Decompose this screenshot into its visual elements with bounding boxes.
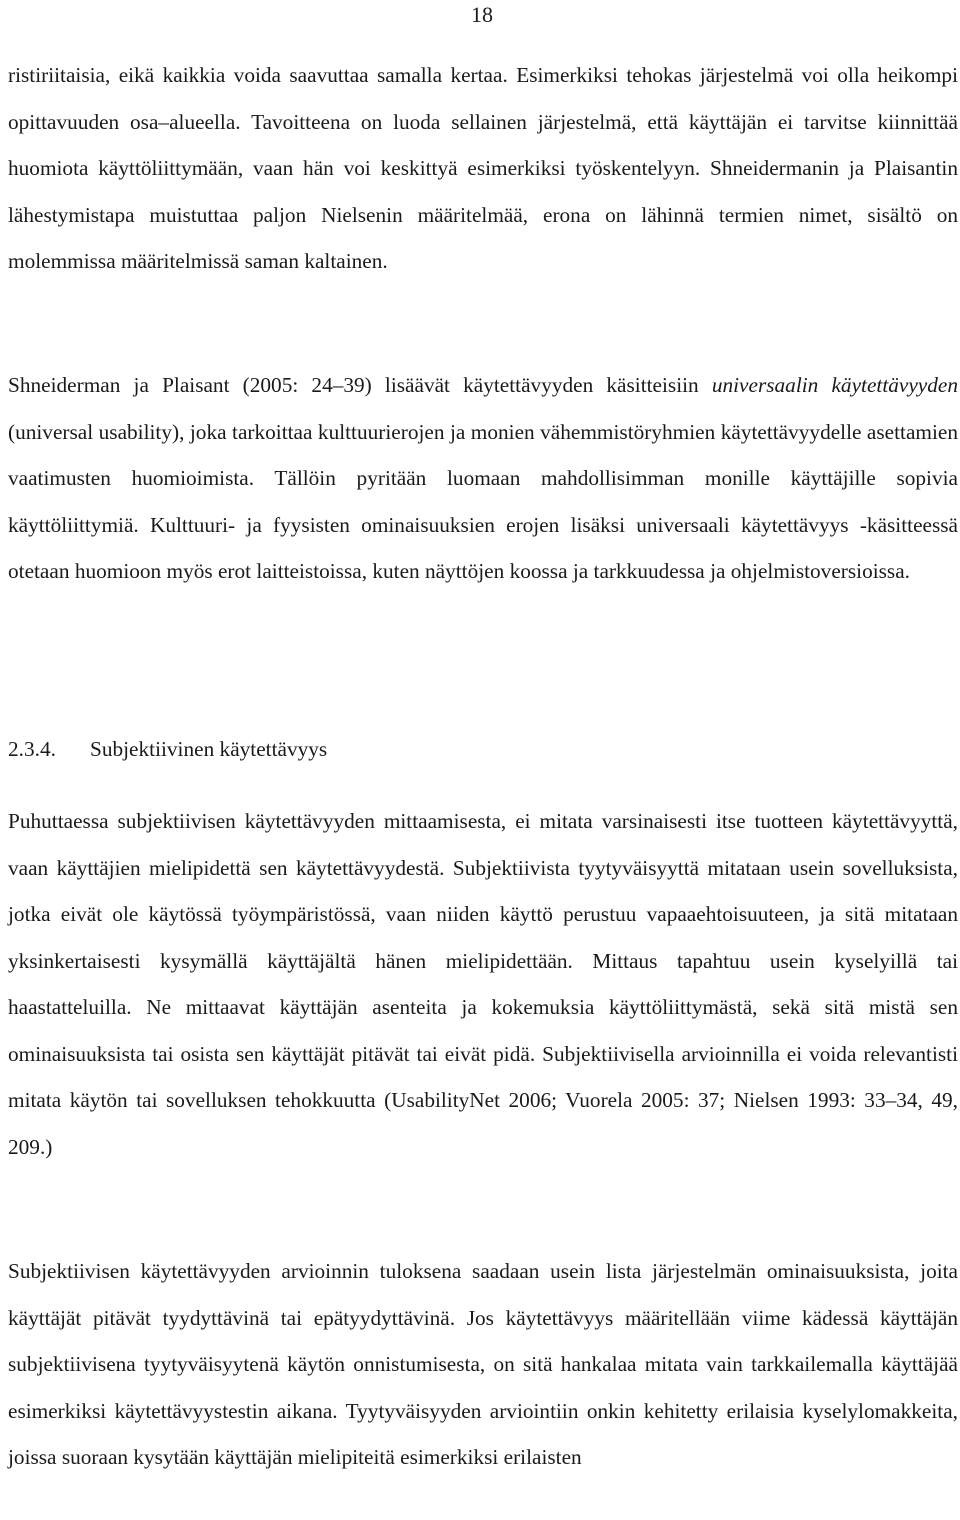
- section-title: Subjektiivinen käytettävyys: [90, 737, 328, 761]
- paragraph-2: [8, 362, 958, 595]
- section-number: 2.3.4.: [8, 737, 56, 761]
- paragraph-4: Subjektiivisen käytettävyyden arvioinnin tuloksena saadaan usein lista järjestelmän ominaisuuksista, joita käyttäjät pitävät tyydyttävinä tai epätyydyttävinä. Jos käytettävyys määritellään viime kädessä käyttäjän subjektiivisena tyytyväisyytenä käytön onnistumisesta, on sitä hankalaa mitata vain tarkkailemalla käyttäjää esimerkiksi käytettävyystestin aikana. Tyytyväisyyden arviointiin onkin kehitetty erilaisia kyselylomakkeita, joissa suoraan kysytään käyttäjän mielipiteitä esimerkiksi erilaisten: [8, 1259, 958, 1469]
- paragraph-2-rest: (universal usability), joka tarkoittaa kulttuurierojen ja monien vähemmistöryhmien käytettävyydelle asettamien vaatimusten huomioimista. Tällöin pyritään luomaan mahdollisimman monille käyttäjille sopivia käyttöliittymiä. Kulttuuri- ja fyysisten ominaisuuksien erojen lisäksi universaali käytettävyys -käsitteessä otetaan huomioon myös erot laitteistoissa, kuten näyttöjen koossa ja tarkkuudessa ja ohjelmistoversioissa.: [8, 419, 958, 583]
- section-heading: [8, 726, 327, 773]
- paragraph-2-italic-term: universaalin käytettävyyden: [711, 373, 958, 397]
- paragraph-1: ristiriitaisia, eikä kaikkia voida saavuttaa samalla kertaa. Esimerkiksi tehokas järjestelmä voi olla heikompi opittavuuden osa–alueella. Tavoitteena on luoda sellainen järjestelmä, että käyttäjän ei tarvitse kiinnittää huomiota käyttöliittymään, vaan hän voi keskittyä esimerkiksi työskentelyyn. Shneidermanin ja Plaisantin lähestymistapa muistuttaa paljon Nielsenin määritelmää, erona on lähinnä termien nimet, sisältö on molemmissa määritelmissä saman kaltainen.: [8, 63, 958, 273]
- page-number: 18: [471, 2, 493, 27]
- paragraph-3: Puhuttaessa subjektiivisen käytettävyyden mittaamisesta, ei mitata varsinaisesti itse tuotteen käytettävyyttä, vaan käyttäjien mielipidettä sen käytettävyydestä. Subjektiivista tyytyväisyyttä mitataan usein sovelluksista, jotka eivät ole käytössä työympäristössä, vaan niiden käyttö perustuu vapaaehtoisuuteen, ja sitä mitataan yksinkertaisesti kysymällä käyttäjältä hänen mielipidettään. Mittaus tapahtuu usein kyselyillä tai haastatteluilla. Ne mittaavat käyttäjän asenteita ja kokemuksia käyttöliittymästä, sekä sitä mistä sen ominaisuuksista tai osista sen käyttäjät pitävät tai eivät pidä. Subjektiivisella arvioinnilla ei voida relevantisti mitata käytön tai sovelluksen tehokkuutta (UsabilityNet 2006; Vuorela 2005: 37; Nielsen 1993: 33–34, 49, 209.): [8, 809, 958, 1159]
- paragraph-2-lead: Shneiderman ja Plaisant (2005: 24–39) lisäävät käytettävyyden käsitteisiin: [8, 373, 712, 397]
